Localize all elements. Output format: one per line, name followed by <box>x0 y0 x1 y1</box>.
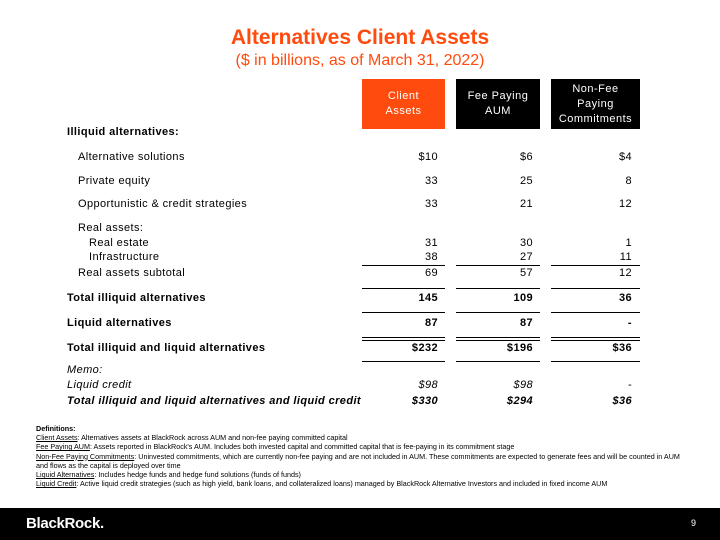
cell-fee-paying-aum: $196 <box>506 342 533 354</box>
row-label: Alternative solutions <box>78 151 185 163</box>
table-row-total <box>0 292 720 306</box>
total-rule <box>551 340 640 341</box>
cell-client-assets: $98 <box>418 379 438 391</box>
definition-item <box>36 433 686 442</box>
definition-text: : Includes hedge funds and hedge fund solutions (funds of funds) <box>94 470 301 480</box>
column-header-line: Client <box>387 90 420 102</box>
total-rule <box>551 361 640 362</box>
cell-client-assets: 69 <box>424 267 438 279</box>
cell-non-fee-commitments: - <box>627 379 632 391</box>
row-label: Total illiquid alternatives <box>67 292 206 304</box>
page-subtitle: ($ in billions, as of March 31, 2022) <box>235 52 485 69</box>
definitions <box>36 424 686 488</box>
row-label: Total illiquid and liquid alternatives and liquid credit <box>67 395 361 407</box>
row-label: Liquid credit <box>67 379 132 391</box>
column-header-client-assets <box>362 79 445 129</box>
total-rule <box>362 340 445 341</box>
table-row <box>0 151 720 165</box>
row-label: Real assets subtotal <box>78 267 186 279</box>
column-header-line: Fee Paying <box>467 90 529 102</box>
definition-item <box>36 452 686 470</box>
table-row <box>0 251 720 265</box>
cell-fee-paying-aum: 109 <box>513 292 533 304</box>
footer-bar <box>0 508 720 540</box>
row-label: Real estate <box>89 237 150 249</box>
column-header-fee-paying-aum <box>456 79 540 129</box>
cell-fee-paying-aum: 25 <box>519 175 533 187</box>
total-rule <box>551 337 640 338</box>
row-label: Total illiquid and liquid alternatives <box>67 342 266 354</box>
cell-client-assets: 87 <box>424 317 438 329</box>
page-title: Alternatives Client Assets <box>230 26 490 49</box>
definition-term: Fee Paying AUM <box>36 442 90 452</box>
row-label: Opportunistic & credit strategies <box>78 198 248 210</box>
subtotal-rule <box>362 265 445 266</box>
cell-fee-paying-aum: 57 <box>519 267 533 279</box>
cell-client-assets: 145 <box>418 292 438 304</box>
cell-non-fee-commitments: 11 <box>619 251 632 263</box>
blackrock-logo: BlackRock. <box>26 515 104 532</box>
row-label: Private equity <box>78 175 151 187</box>
row-label: Infrastructure <box>89 251 160 263</box>
row-label: Memo: <box>67 364 103 376</box>
column-header-non-fee-commitments <box>551 79 640 129</box>
subtotal-rule <box>551 265 640 266</box>
row-label: Liquid alternatives <box>67 317 172 329</box>
column-header-line: Assets <box>385 105 422 117</box>
table-row <box>0 379 720 393</box>
column-header-line: Non-Fee <box>572 82 619 95</box>
section-header-illiquid <box>0 126 720 140</box>
total-rule <box>456 361 540 362</box>
table-row <box>0 198 720 212</box>
table-row <box>0 267 720 281</box>
total-rule <box>362 312 445 313</box>
cell-client-assets: 33 <box>424 198 438 210</box>
section-header-memo <box>0 364 720 378</box>
table-row <box>0 317 720 331</box>
cell-client-assets: $330 <box>411 395 438 407</box>
cell-client-assets: 33 <box>424 175 438 187</box>
definitions-heading: Definitions: <box>36 424 76 433</box>
definition-item <box>36 470 686 479</box>
definition-item <box>36 442 686 451</box>
cell-non-fee-commitments: 12 <box>618 198 632 210</box>
column-header-line: Commitments <box>558 112 633 125</box>
row-label: Illiquid alternatives: <box>67 126 180 138</box>
total-rule <box>551 288 640 289</box>
definition-text: : Assets reported in BlackRock's AUM. Includes both invested capital and committed capital that is fee-paying in its commitment stage <box>89 442 515 452</box>
definition-term: Client Assets <box>36 433 78 443</box>
cell-non-fee-commitments: $36 <box>612 342 632 354</box>
total-rule <box>362 337 445 338</box>
definition-text: : Alternatives assets at BlackRock across AUM and non-fee paying committed capital <box>77 433 348 443</box>
definition-text: : Uninvested commitments, which are currently non-fee paying and are not included in AUM. These commitments are expected to generate fees and will be counted in AUM and flows as the capital is deployed over time <box>36 451 680 470</box>
table-row <box>0 237 720 251</box>
cell-fee-paying-aum: 21 <box>519 198 533 210</box>
cell-fee-paying-aum: $6 <box>519 151 533 163</box>
cell-fee-paying-aum: 87 <box>519 317 533 329</box>
table-row-total <box>0 395 720 409</box>
definition-term: Non-Fee Paying Commitments <box>36 451 135 461</box>
page-number: 9 <box>690 518 696 528</box>
total-rule <box>362 288 445 289</box>
definition-item <box>36 479 686 488</box>
table-row-total <box>0 342 720 356</box>
row-label: Real assets: <box>78 222 144 234</box>
table-row <box>0 175 720 189</box>
total-rule <box>456 337 540 338</box>
total-rule <box>456 288 540 289</box>
cell-fee-paying-aum: $294 <box>506 395 533 407</box>
cell-client-assets: $232 <box>411 342 438 354</box>
total-rule <box>362 361 445 362</box>
section-header-real-assets <box>0 222 720 236</box>
cell-non-fee-commitments: $36 <box>612 395 632 407</box>
total-rule <box>456 312 540 313</box>
definition-term: Liquid Credit <box>36 479 77 489</box>
cell-fee-paying-aum: 30 <box>519 237 533 249</box>
cell-non-fee-commitments: 12 <box>618 267 632 279</box>
total-rule <box>456 340 540 341</box>
total-rule <box>551 312 640 313</box>
cell-fee-paying-aum: $98 <box>513 379 533 391</box>
definition-text: : Active liquid credit strategies (such as high yield, bank loans, and collateralized loans) managed by BlackRock Alternative Investors and included in fixed income AUM <box>76 479 608 489</box>
cell-client-assets: 31 <box>424 237 438 249</box>
cell-fee-paying-aum: 27 <box>519 251 533 263</box>
subtotal-rule <box>456 265 540 266</box>
cell-non-fee-commitments: 1 <box>625 237 632 249</box>
column-header-line: Paying <box>577 97 614 110</box>
cell-non-fee-commitments: 8 <box>625 175 632 187</box>
cell-non-fee-commitments: - <box>627 317 632 329</box>
cell-client-assets: $10 <box>418 151 438 163</box>
definition-term: Liquid Alternatives <box>36 470 95 480</box>
cell-non-fee-commitments: 36 <box>618 292 632 304</box>
column-header-line: AUM <box>485 105 511 117</box>
cell-non-fee-commitments: $4 <box>618 151 632 163</box>
cell-client-assets: 38 <box>424 251 438 263</box>
